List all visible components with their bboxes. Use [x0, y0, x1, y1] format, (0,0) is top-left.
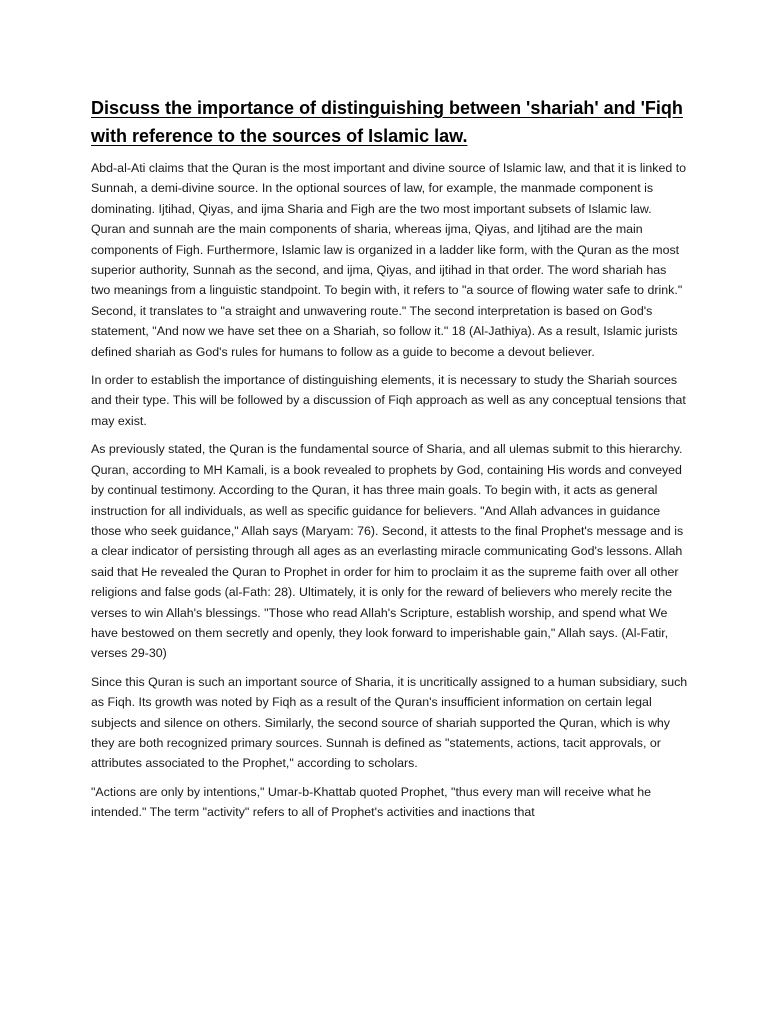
document-body	[91, 158, 689, 831]
paragraph-4: Since this Quran is such an important source of Sharia, it is uncritically assigned to a human subsidiary, such as Fiqh. Its growth was noted by Fiqh as a result of the Quran's insufficient information on certain legal subjects and silence on others. Similarly, the second source of shariah supported the Quran, which is why they are both recognized primary sources. Sunnah is defined as "statements, actions, tacit approvals, or attributes associated to the Prophet," according to scholars.	[91, 674, 688, 771]
paragraph-2: In order to establish the importance of distinguishing elements, it is necessary to study the Shariah sources and their type. This will be followed by a discussion of Fiqh approach as well as any conceptual tensions that may exist.	[91, 373, 686, 428]
paragraph-5: "Actions are only by intentions," Umar-b-Khattab quoted Prophet, "thus every man will receive what he intended." The term "activity" refers to all of Prophet's activities and inactions that	[91, 784, 652, 820]
paragraph-3: As previously stated, the Quran is the fundamental source of Sharia, and all ulemas submit to this hierarchy. Quran, according to MH Kamali, is a book revealed to prophets by God, containing His words and conveyed by continual testimony. According to the Quran, it has three main goals. To begin with, it acts as general instruction for all individuals, as well as specific guidance for believers. "And Allah advances in guidance those who seek guidance," Allah says (Maryam: 76). Second, it attests to the final Prophet's message and is a clear indicator of persisting through all ages as an everlasting miracle communicating God's lessons. Allah said that He revealed the Quran to Prophet in order for him to proclaim it as the supreme faith over all other religions and false gods (al-Fath: 28). Ultimately, it is only for the reward of believers who merely recite the verses to win Allah's blessings. "Those who read Allah's Scripture, establish worship, and spend what We have bestowed on them secretly and openly, they look forward to imperishable gain," Allah says. (Al-Fatir, verses 29-30)	[91, 442, 684, 661]
document-title: Discuss the importance of distinguishing between 'shariah' and 'Fiqh with reference to the sources of Islamic law.	[91, 98, 683, 146]
paragraph-1: Abd-al-Ati claims that the Quran is the most important and divine source of Islamic law, and that it is linked to Sunnah, a demi-divine source. In the optional sources of law, for example, the manmade component is dominating. Ijtihad, Qiyas, and ijma Sharia and Figh are the two most important subsets of Islamic law. Quran and sunnah are the main components of sharia, whereas ijma, Qiyas, and Ijtihad are the main components of Figh. Furthermore, Islamic law is organized in a ladder like form, with the Quran as the most superior authority, Sunnah as the second, and ijma, Qiyas, and ijtihad in that order. The word shariah has two meanings from a linguistic standpoint. To begin with, it refers to "a source of flowing water safe to drink." Second, it translates to "a straight and unwavering route." The second interpretation is based on God's statement, "And now we have set thee on a Shariah, so follow it." 18 (Al-Jathiya). As a result, Islamic jurists defined shariah as God's rules for humans to follow as a guide to become a devout believer.	[91, 161, 687, 359]
